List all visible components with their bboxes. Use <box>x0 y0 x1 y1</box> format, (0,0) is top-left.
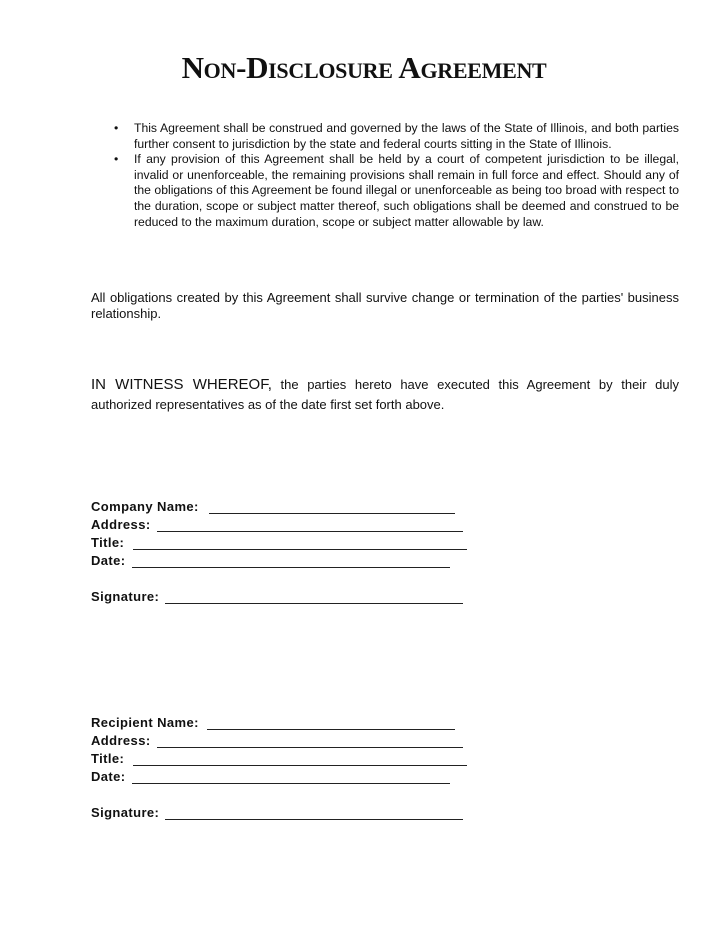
witness-paragraph <box>91 375 679 415</box>
company-name-field[interactable] <box>209 501 455 514</box>
list-item <box>114 121 679 152</box>
company-date-field[interactable] <box>132 555 450 568</box>
recipient-date-label: Date: <box>91 769 126 784</box>
recipient-signature-field[interactable] <box>165 807 463 820</box>
recipient-address-label: Address: <box>91 733 151 748</box>
clause-text: This Agreement shall be construed and governed by the laws of the State of Illinois, and both parties further consent to jurisdiction by the state and federal courts sitting in the State of Illinois. <box>134 121 679 151</box>
clause-text: If any provision of this Agreement shall be held by a court of competent jurisdiction to be illegal, invalid or unenforceable, the remaining provisions shall remain in full force and effect. Should any of the obligations of this Agreement be found illegal or unenforceable as being too broad with respect to the duration, scope or subject matter thereof, such obligations shall be deemed and construed to be reduced to the maximum duration, scope or subject matter allowable by law. <box>134 152 679 229</box>
recipient-signature-label: Signature: <box>91 805 160 820</box>
company-signature-label: Signature: <box>91 589 160 604</box>
company-title-label: Title: <box>91 535 125 550</box>
company-date-label: Date: <box>91 553 126 568</box>
recipient-name-label: Recipient Name: <box>91 715 199 730</box>
company-signature-field[interactable] <box>165 591 463 604</box>
company-name-label: Company Name: <box>91 499 199 514</box>
recipient-date-field[interactable] <box>132 771 450 784</box>
recipient-title-field[interactable] <box>133 753 467 766</box>
company-address-field[interactable] <box>157 519 463 532</box>
recipient-address-field[interactable] <box>157 735 463 748</box>
company-address-label: Address: <box>91 517 151 532</box>
recipient-signature-block <box>91 712 467 820</box>
survival-paragraph: All obligations created by this Agreement shall survive change or termination of the parties' business relationship. <box>91 290 679 321</box>
recipient-name-field[interactable] <box>207 717 455 730</box>
witness-lead: IN WITNESS WHEREOF, <box>91 376 272 393</box>
page-title: Non-Disclosure Agreement <box>181 50 547 85</box>
witness-text: the parties hereto have executed this Agreement by their duly authorized representatives as of the date first set forth above. <box>91 377 679 412</box>
bullet-icon: • <box>114 152 119 167</box>
bullet-icon: • <box>114 121 119 135</box>
clause-list <box>114 121 679 230</box>
recipient-title-label: Title: <box>91 751 125 766</box>
company-signature-block <box>91 496 467 604</box>
list-item <box>114 152 679 230</box>
company-title-field[interactable] <box>133 537 467 550</box>
